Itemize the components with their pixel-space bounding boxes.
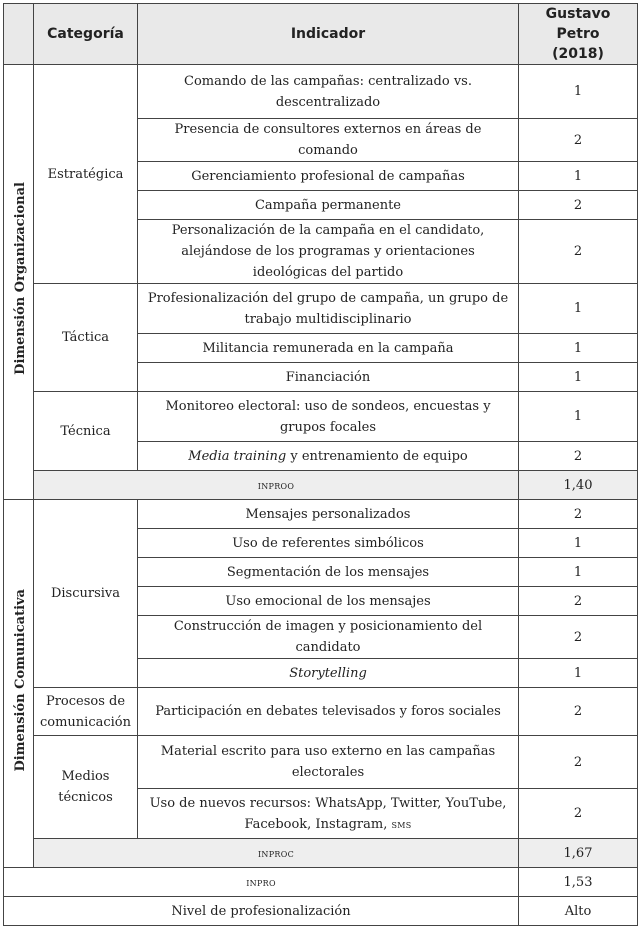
indicator-cell: Construcción de imagen y posicionamiento del candidato [138, 616, 519, 659]
value-cell: 1 [519, 284, 638, 334]
indicator-cell: Militancia remunerada en la campaña [138, 334, 519, 363]
category-tactica: Táctica [34, 284, 138, 392]
header-row [4, 4, 638, 65]
indicator-cell: Profesionalización del grupo de campaña, un grupo de trabajo multidisciplinario [138, 284, 519, 334]
value-cell: 2 [519, 119, 638, 162]
value-cell: 2 [519, 220, 638, 284]
header-categoria: Categoría [34, 4, 138, 65]
subtotal-row-inproc [4, 839, 638, 868]
subtotal-value: 1,40 [519, 471, 638, 500]
value-cell: 2 [519, 789, 638, 839]
indicator-cell: Material escrito para uso externo en las campañas electorales [138, 736, 519, 789]
indicator-cell: Gerenciamiento profesional de campañas [138, 162, 519, 191]
indicator-cell: Personalización de la campaña en el candidato, alejándose de los programas y orientaciones ideológicas del partido [138, 220, 519, 284]
category-medios: Medios técnicos [34, 736, 138, 839]
dimension-comunicativa: Dimensión Comunicativa [4, 500, 34, 868]
table-row [4, 65, 638, 119]
nivel-label: Nivel de profesionalización [4, 897, 519, 926]
value-cell: 1 [519, 162, 638, 191]
category-discursiva: Discursiva [34, 500, 138, 688]
header-indicador: Indicador [138, 4, 519, 65]
value-cell: 1 [519, 392, 638, 442]
indicator-rest: y entrenamiento de equipo [286, 448, 468, 464]
value-cell: 1 [519, 65, 638, 119]
professionalization-table [3, 3, 638, 926]
value-cell: 1 [519, 558, 638, 587]
category-estrategica: Estratégica [34, 65, 138, 284]
value-cell: 2 [519, 587, 638, 616]
subtotal-label: inproo [34, 471, 519, 500]
indicator-cell: Uso emocional de los mensajes [138, 587, 519, 616]
dimension-organizacional: Dimensión Organizacional [4, 65, 34, 500]
value-cell: 1 [519, 363, 638, 392]
total-row-inpro [4, 868, 638, 897]
indicator-pre: Uso de nuevos recursos: WhatsApp, Twitter, YouTube, Facebook, Instagram, [149, 795, 507, 832]
header-candidate-name: Gustavo Petro [545, 6, 611, 42]
header-candidate [519, 4, 638, 65]
value-cell: 2 [519, 500, 638, 529]
value-cell: 1 [519, 659, 638, 688]
category-procesos: Procesos de comunicación [34, 688, 138, 736]
indicator-cell: Comando de las campañas: centralizado vs. descentralizado [138, 65, 519, 119]
indicator-cell: Campaña permanente [138, 191, 519, 220]
subtotal-label: inproc [34, 839, 519, 868]
value-cell: 2 [519, 688, 638, 736]
value-cell: 2 [519, 442, 638, 471]
indicator-cell: Presencia de consultores externos en áreas de comando [138, 119, 519, 162]
indicator-italic: Media training [188, 448, 287, 464]
indicator-cell: Uso de referentes simbólicos [138, 529, 519, 558]
indicator-cell: Storytelling [138, 659, 519, 688]
table-row [4, 688, 638, 736]
table-container [3, 3, 638, 926]
indicator-cell: Financiación [138, 363, 519, 392]
indicator-sms: sms [391, 816, 412, 831]
header-candidate-year: (2018) [552, 46, 604, 62]
indicator-cell: Participación en debates televisados y foros sociales [138, 688, 519, 736]
value-cell: 2 [519, 736, 638, 789]
total-label: inpro [4, 868, 519, 897]
subtotal-value: 1,67 [519, 839, 638, 868]
header-blank [4, 4, 34, 65]
table-row [4, 500, 638, 529]
total-value: 1,53 [519, 868, 638, 897]
table-row [4, 284, 638, 334]
table-row [4, 392, 638, 442]
indicator-cell: Monitoreo electoral: uso de sondeos, encuestas y grupos focales [138, 392, 519, 442]
indicator-cell: Mensajes personalizados [138, 500, 519, 529]
indicator-cell: Segmentación de los mensajes [138, 558, 519, 587]
nivel-value: Alto [519, 897, 638, 926]
category-tecnica: Técnica [34, 392, 138, 471]
value-cell: 1 [519, 529, 638, 558]
nivel-row [4, 897, 638, 926]
value-cell: 1 [519, 334, 638, 363]
value-cell: 2 [519, 191, 638, 220]
value-cell: 2 [519, 616, 638, 659]
indicator-cell [138, 789, 519, 839]
indicator-cell [138, 442, 519, 471]
table-row [4, 736, 638, 789]
subtotal-row-inproo [4, 471, 638, 500]
